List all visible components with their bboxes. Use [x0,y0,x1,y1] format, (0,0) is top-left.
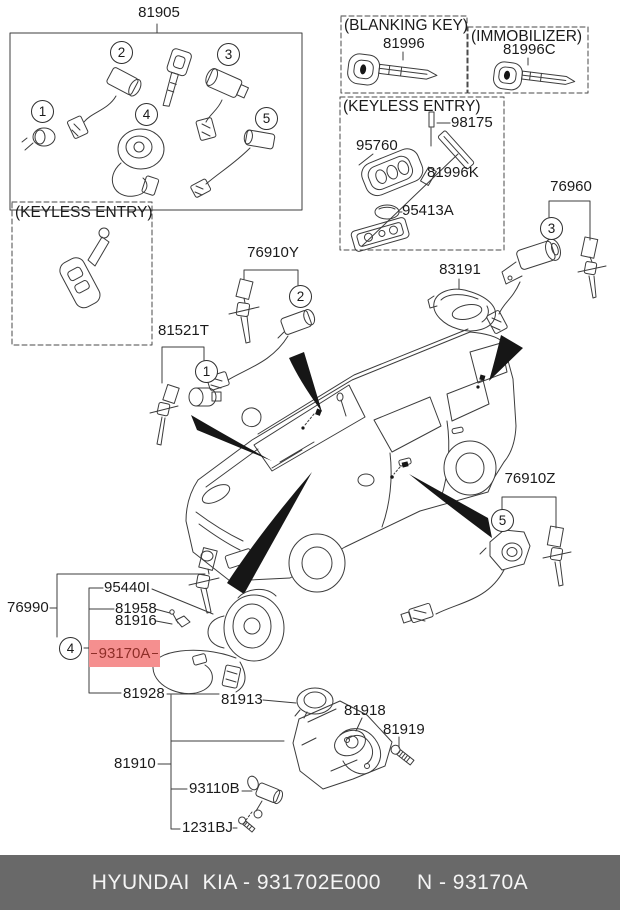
front-wheel [289,534,345,592]
part-label-83191[interactable]: 83191 [439,261,481,278]
callout-circle-76910Z[interactable]: 5 [491,509,514,532]
keyless-entry-left-box [12,202,152,345]
part-label-81918[interactable]: 81918 [344,702,386,719]
part-label-95413A[interactable]: 95413A [402,202,454,219]
part-label-93110B[interactable]: 93110B [189,780,240,797]
lock-cable-icon [190,129,275,198]
part-label-98175[interactable]: 98175 [451,114,493,131]
part-label-81996K[interactable]: 81996K [427,164,479,181]
ignition-lock-body-icon [208,589,284,661]
lock-cylinder-icon [22,128,55,150]
callout-circle-1[interactable]: 1 [31,100,54,123]
callout-circle-2[interactable]: 2 [110,41,133,64]
rear-door-window [447,380,489,421]
callout-circle-5[interactable]: 5 [255,107,278,130]
callout-circle-76910Y[interactable]: 2 [289,285,312,308]
part-label-76960[interactable]: 76960 [550,178,592,195]
group-83191 [428,279,495,331]
part-label-95440I[interactable]: 95440I [104,579,150,596]
wiring-harness-icon [153,650,245,693]
callout-circle-76990[interactable]: 4 [59,637,82,660]
car-illustration [186,329,516,592]
part-label-95760[interactable]: 95760 [356,137,398,154]
callout-circle-81521T[interactable]: 1 [195,360,218,383]
part-label-81928[interactable]: 81928 [123,685,165,702]
blanking-key-icon [346,53,438,94]
keyless-entry-left-title: (KEYLESS ENTRY) [15,204,153,221]
pcb-icon [350,217,410,253]
key-icon [156,48,193,109]
part-label-76990[interactable]: 76990 [7,599,49,616]
fuel-lid-lock-icon [401,530,530,623]
tailgate-lock-icon [515,237,563,271]
footer-reference-number: N - 93170A [416,870,529,894]
key-icon [150,385,179,445]
part-label-81916[interactable]: 81916 [115,612,157,629]
highlight-dash-left [91,653,97,654]
part-label-81919[interactable]: 81919 [383,721,425,738]
immobilizer-title: (IMMOBILIZER) [471,28,583,45]
part-label-81996C[interactable]: 81996C [503,41,556,58]
blanking-key-title: (BLANKING KEY) [344,17,469,34]
bracket-icon [340,729,381,774]
part-label-81958[interactable]: 81958 [115,600,157,617]
ignition-lock-icon [112,129,164,196]
callout-circle-76960[interactable]: 3 [540,217,563,240]
lock-cylinder-cable-icon [196,67,250,141]
callout-circle-4[interactable]: 4 [135,103,158,126]
highlighted-part-93170A[interactable] [89,640,160,667]
highlight-dash-right [152,653,158,654]
part-label-81996[interactable]: 81996 [383,35,425,52]
part-label-1231BJ[interactable]: 1231BJ [182,819,233,836]
headlight [199,481,232,507]
mirror [242,408,261,427]
key-icon [189,548,219,613]
part-label-81905[interactable]: 81905 [138,4,180,21]
arrow-ignition-set [289,352,322,412]
door-window [374,397,441,452]
flip-key-icon [57,228,109,311]
key-icon [229,279,259,343]
rear-wheel [444,441,496,495]
mirror-right [358,474,374,486]
screw-icon [237,816,256,833]
part-label-81521T[interactable]: 81521T [158,322,209,339]
key-icon [543,526,571,586]
keyless-entry-right-title: (KEYLESS ENTRY) [343,98,481,115]
keyless-right-parts [350,112,474,252]
tailgate-garnish-icon [428,289,495,331]
callout-circle-3[interactable]: 3 [217,43,240,66]
group-76910Z [401,497,571,623]
part-label-81910[interactable]: 81910 [114,755,156,772]
immobilizer-key-icon [492,61,576,98]
footer-brand-part-number: HYUNDAI KIA - 931702E000 [91,870,381,894]
part-label-81913[interactable]: 81913 [221,691,263,708]
arrow-tailgate [489,335,523,381]
windshield [254,385,365,471]
highlight-part-number: 93170A [98,645,151,662]
switch-icon [246,775,284,818]
door-lock-cylinder-icon [67,67,144,139]
bolt-icon [389,743,415,766]
part-label-76910Z[interactable]: 76910Z [504,470,556,487]
glovebox-lock-icon [189,388,221,406]
footer-bar [0,855,620,910]
key-icon [578,237,606,298]
part-label-76910Y[interactable]: 76910Y [247,244,299,261]
